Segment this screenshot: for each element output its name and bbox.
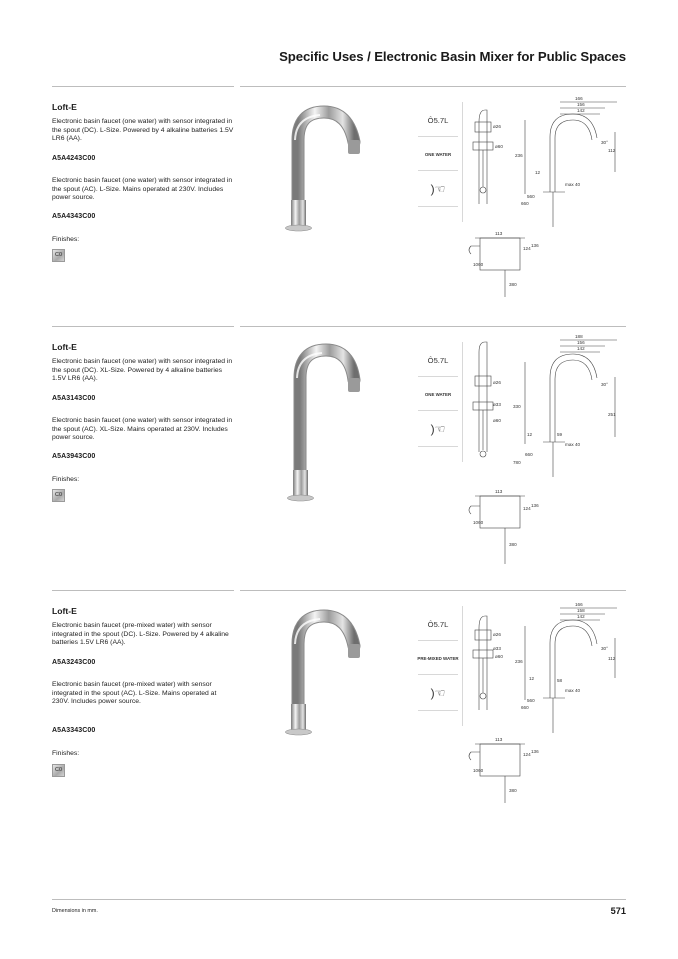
dim-label: 1060: [473, 262, 484, 267]
finish-chip-chrome: C0: [52, 249, 65, 262]
finish-chip-chrome: C0: [52, 489, 65, 502]
icon-divider: [418, 206, 458, 207]
dim-label: 113: [495, 231, 503, 236]
technical-drawing: [465, 92, 625, 302]
dim-label: 136: [531, 243, 539, 248]
dim-label: 560: [527, 194, 535, 199]
dim-label: 251: [608, 412, 616, 417]
dim-label: 112: [608, 148, 616, 153]
icons-divider-line: [462, 102, 463, 222]
header-rule-right: [240, 86, 626, 87]
dim-label: ø60: [493, 418, 501, 423]
icon-divider: [418, 170, 458, 171]
feature-icons: [415, 606, 461, 726]
dim-label: ø33: [493, 646, 501, 651]
dim-label: 236: [515, 659, 523, 664]
dim-label: 188: [575, 334, 583, 339]
sensor-hand-icon: )☜: [430, 182, 446, 196]
header-rule-left: [52, 86, 234, 87]
dim-label: 124: [523, 752, 531, 757]
dim-label: 236: [515, 153, 523, 158]
product-name: Loft-E: [52, 342, 77, 352]
section-rule-left: [52, 590, 234, 591]
icon-divider: [418, 446, 458, 447]
icon-divider: [418, 710, 458, 711]
dim-label: 113: [495, 489, 503, 494]
product-code: A5A3943C00: [52, 453, 96, 460]
dim-label: ø60: [495, 654, 503, 659]
dim-label: 166: [575, 96, 583, 101]
footer-rule: [52, 899, 626, 900]
dim-label: 660: [525, 452, 533, 457]
section-rule-right: [240, 326, 626, 327]
dim-label: 1060: [473, 520, 484, 525]
dim-label: 30°: [601, 382, 608, 387]
footer-note: Dimensions in mm.: [52, 908, 98, 914]
finish-chip-chrome: C0: [52, 764, 65, 777]
faucet-photo: [268, 340, 368, 510]
product-code: A5A4343C00: [52, 213, 96, 220]
variant-description: Electronic basin faucet (pre-mixed water) with sensor integrated in the spout (DC). L-Size. Powered by 4 alkaline batteries 1.5V LR6 (AA).: [52, 622, 229, 647]
faucet-photo: [268, 604, 368, 754]
icon-divider: [418, 376, 458, 377]
section-rule-right: [240, 590, 626, 591]
dim-label: 142: [577, 346, 585, 351]
icons-divider-line: [462, 342, 463, 462]
technical-drawing: [465, 598, 625, 808]
dim-label: 156: [577, 102, 585, 107]
dim-label: 156: [577, 340, 585, 345]
water-type-icon: ONE WATER: [424, 392, 452, 397]
product-section-2: [0, 328, 678, 588]
flow-rate-icon: Ô5.7L: [427, 620, 449, 629]
icons-divider-line: [462, 606, 463, 726]
finishes-label: Finishes:: [52, 476, 80, 483]
dim-label: 660: [521, 705, 529, 710]
dim-label: 12: [527, 432, 533, 437]
dim-label: 59: [557, 432, 563, 437]
dim-label: 380: [509, 282, 517, 287]
dim-label: 30°: [601, 140, 608, 145]
product-name: Loft-E: [52, 102, 77, 112]
dim-label: 58: [557, 678, 563, 683]
dim-label: 113: [495, 737, 503, 742]
technical-drawing: [465, 332, 625, 582]
feature-icons: [415, 102, 461, 222]
dim-label: 560: [527, 698, 535, 703]
icon-divider: [418, 136, 458, 137]
dim-label: 166: [575, 602, 583, 607]
section-rule-left: [52, 326, 234, 327]
dim-label: 136: [531, 749, 539, 754]
dim-label: ø26: [493, 124, 501, 129]
dim-label: 30°: [601, 646, 608, 651]
dim-label: 380: [509, 542, 517, 547]
product-code: A5A3143C00: [52, 395, 96, 402]
product-section-3: [0, 592, 678, 832]
dim-label: 380: [509, 788, 517, 793]
flow-rate-icon: Ô5.7L: [427, 116, 449, 125]
dim-label: 112: [608, 656, 616, 661]
water-type-icon: ONE WATER: [424, 152, 452, 157]
icon-divider: [418, 410, 458, 411]
dim-label: 660: [521, 201, 529, 206]
dim-label: 1060: [473, 768, 484, 773]
dim-label: max 40: [565, 182, 581, 187]
dim-label: 136: [531, 503, 539, 508]
water-type-icon: PRE-MIXED WATER: [417, 656, 459, 661]
variant-description: Electronic basin faucet (one water) with sensor integrated in the spout (AC). XL-Size. Mains operated at 230V. Includes power source.: [52, 417, 233, 442]
feature-icons: [415, 342, 461, 462]
dim-label: max 40: [565, 688, 581, 693]
dim-label: max 40: [565, 442, 581, 447]
sensor-hand-icon: )☜: [430, 422, 446, 436]
faucet-photo: [268, 100, 368, 250]
dim-label: ø60: [495, 144, 503, 149]
sensor-hand-icon: )☜: [430, 686, 446, 700]
product-section-1: [0, 88, 678, 328]
product-code: A5A3243C00: [52, 659, 96, 666]
dim-label: ø33: [493, 402, 501, 407]
variant-description: Electronic basin faucet (one water) with sensor integrated in the spout (DC). XL-Size. Powered by 4 alkaline batteries 1.5V LR6 (AA).: [52, 358, 233, 383]
dim-label: ø26: [493, 380, 501, 385]
dim-label: 142: [577, 108, 585, 113]
finishes-label: Finishes:: [52, 750, 80, 757]
dim-label: 12: [535, 170, 541, 175]
dim-label: 142: [577, 614, 585, 619]
product-code: A5A3343C00: [52, 727, 96, 734]
variant-description: Electronic basin faucet (one water) with sensor integrated in the spout (AC). L-Size. Mains operated at 230V. Includes power source.: [52, 177, 233, 202]
finishes-label: Finishes:: [52, 236, 80, 243]
dim-label: 12: [529, 676, 535, 681]
product-name: Loft-E: [52, 606, 77, 616]
icon-divider: [418, 674, 458, 675]
flow-rate-icon: Ô5.7L: [427, 356, 449, 365]
icon-divider: [418, 640, 458, 641]
page-title: Specific Uses / Electronic Basin Mixer for Public Spaces: [279, 49, 626, 64]
dim-label: 124: [523, 506, 531, 511]
page-number: 571: [610, 906, 626, 916]
variant-description: Electronic basin faucet (one water) with sensor integrated in the spout (DC). L-Size. Powered by 4 alkaline batteries 1.5V LR6 (AA).: [52, 118, 234, 143]
dim-label: 330: [513, 404, 521, 409]
variant-description: Electronic basin faucet (pre-mixed water) with sensor integrated in the spout (AC). L-Size. Mains operated at 230V. Includes power source.: [52, 681, 217, 706]
dim-label: 780: [513, 460, 521, 465]
dim-label: 124: [523, 246, 531, 251]
dim-label: ø26: [493, 632, 501, 637]
product-code: A5A4243C00: [52, 155, 96, 162]
dim-label: 158: [577, 608, 585, 613]
